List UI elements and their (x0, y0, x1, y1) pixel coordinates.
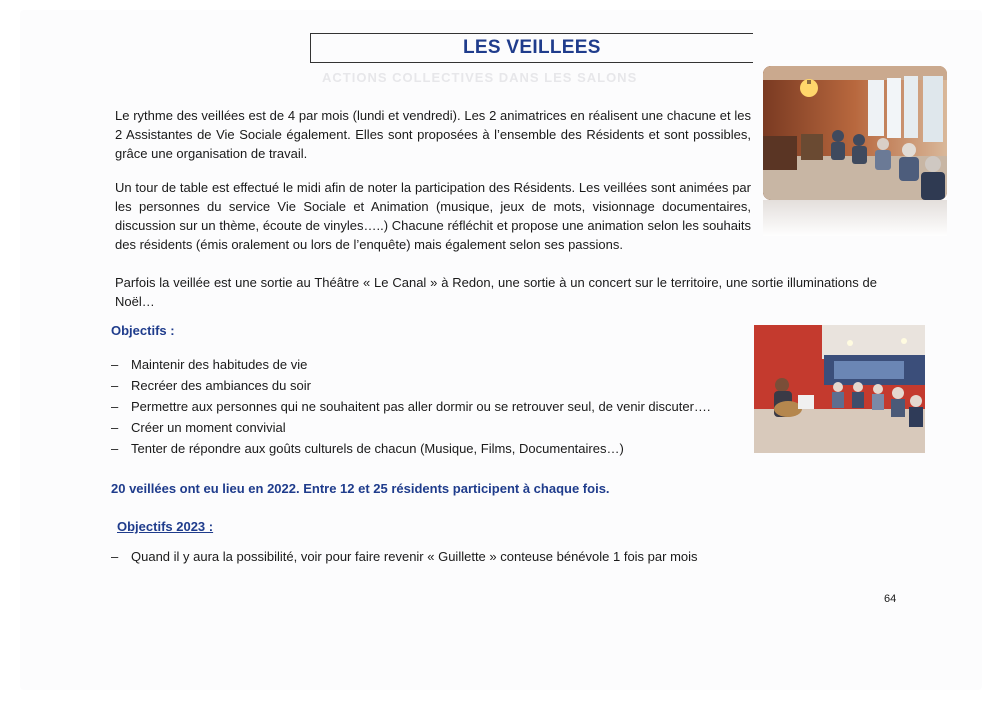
list-item: – Recréer des ambiances du soir (111, 378, 311, 393)
page-title: LES VEILLEES (463, 37, 601, 58)
bleed-through-text: ACTIONS COLLECTIVES DANS LES SALONS (322, 70, 638, 85)
objectives-heading: Objectifs : (111, 323, 175, 338)
paragraph-organisation: Un tour de table est effectué le midi afin de noter la participation des Résidents. Les veillées sont animées par les personnes du service Vie Sociale et Animation (musique, jeux de mots, visionnage documentaires, discussion sur un thème, écoute de vinyles…..) Chacune réfléchit et propose une animation selon les souhaits des résidents (émis oralement ou lors de l’enquête) mais également selon ses passions. (115, 180, 751, 252)
photo-guitar-evening (754, 325, 925, 453)
objectives-list (111, 354, 751, 459)
title-box (310, 33, 753, 63)
list-item: – Maintenir des habitudes de vie (111, 357, 308, 372)
page-number: 64 (884, 593, 897, 605)
paragraph-outings: Parfois la veillée est une sortie au Théâtre « Le Canal » à Redon, une sortie à un concert sur le territoire, une sortie illuminations de Noël… (115, 275, 877, 309)
list-item: – Créer un moment convivial (111, 420, 286, 435)
list-item: – Tenter de répondre aux goûts culturels de chacun (Musique, Films, Documentaires…) (111, 441, 624, 456)
objective-2023-item: – Quand il y aura la possibilité, voir pour faire revenir « Guillette » conteuse bénévole 1 fois par mois (111, 549, 698, 564)
list-item: – Permettre aux personnes qui ne souhaitent pas aller dormir ou se retrouver seul, de venir discuter…. (111, 399, 711, 414)
photo-reflection (763, 200, 947, 236)
objectives-2023-heading: Objectifs 2023 : (117, 519, 214, 534)
photo-residents-lounge (763, 66, 947, 200)
summary-text: 20 veillées ont eu lieu en 2022. Entre 12 et 25 résidents participent à chaque fois. (111, 481, 610, 496)
paragraph-rhythm: Le rythme des veillées est de 4 par mois (lundi et vendredi). Les 2 animatrices en réalisent une chacune et les 2 Assistantes de Vie Sociale également. Elles sont proposées à l’ensemble des Résidents et sont possibles, grâce une organisation de travail. (115, 108, 751, 161)
